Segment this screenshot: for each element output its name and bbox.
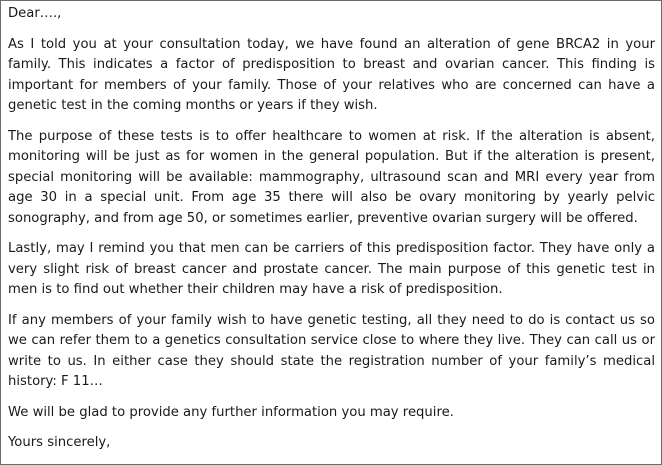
paragraph-further-information: We will be glad to provide any further information you may require. (8, 404, 454, 420)
paragraph-monitoring: The purpose of these tests is to offer healthcare to women at risk. If the alteration is absent, monitoring will be just as for women in the general population. But if the alteration is present, special monitoring will be available: mammography, ultrasound scan and MRI every year from age 30 in a special unit. From age 35 there will also be ovary monitoring by yearly pelvic sonography, and from age 50, or sometimes earlier, preventive ovarian surgery will be offered. (8, 128, 655, 226)
paragraph-men-carriers: Lastly, may I remind you that men can be carriers of this predisposition factor. They have only a very slight risk of breast cancer and prostate cancer. The main purpose of this genetic test in men is to find out whether their children may have a risk of predisposition. (8, 241, 655, 297)
paragraph-genetic-testing-contact: If any members of your family wish to have genetic testing, all they need to do is contact us so we can refer them to a genetics consultation service close to where they live. They can call us or write to us. In either case they should state the registration number of your family’s medical history: F 11… (8, 312, 655, 389)
closing: Yours sincerely, (8, 435, 111, 450)
paragraph-brca2-finding: As I told you at your consultation today, we have found an alteration of gene BRCA2 in your family. This indicates a factor of predisposition to breast and ovarian cancer. This finding is important for members of your family. Those of your relatives who are concerned can have a genetic test in the coming months or years if they wish. (8, 36, 655, 113)
salutation: Dear…., (8, 6, 62, 21)
